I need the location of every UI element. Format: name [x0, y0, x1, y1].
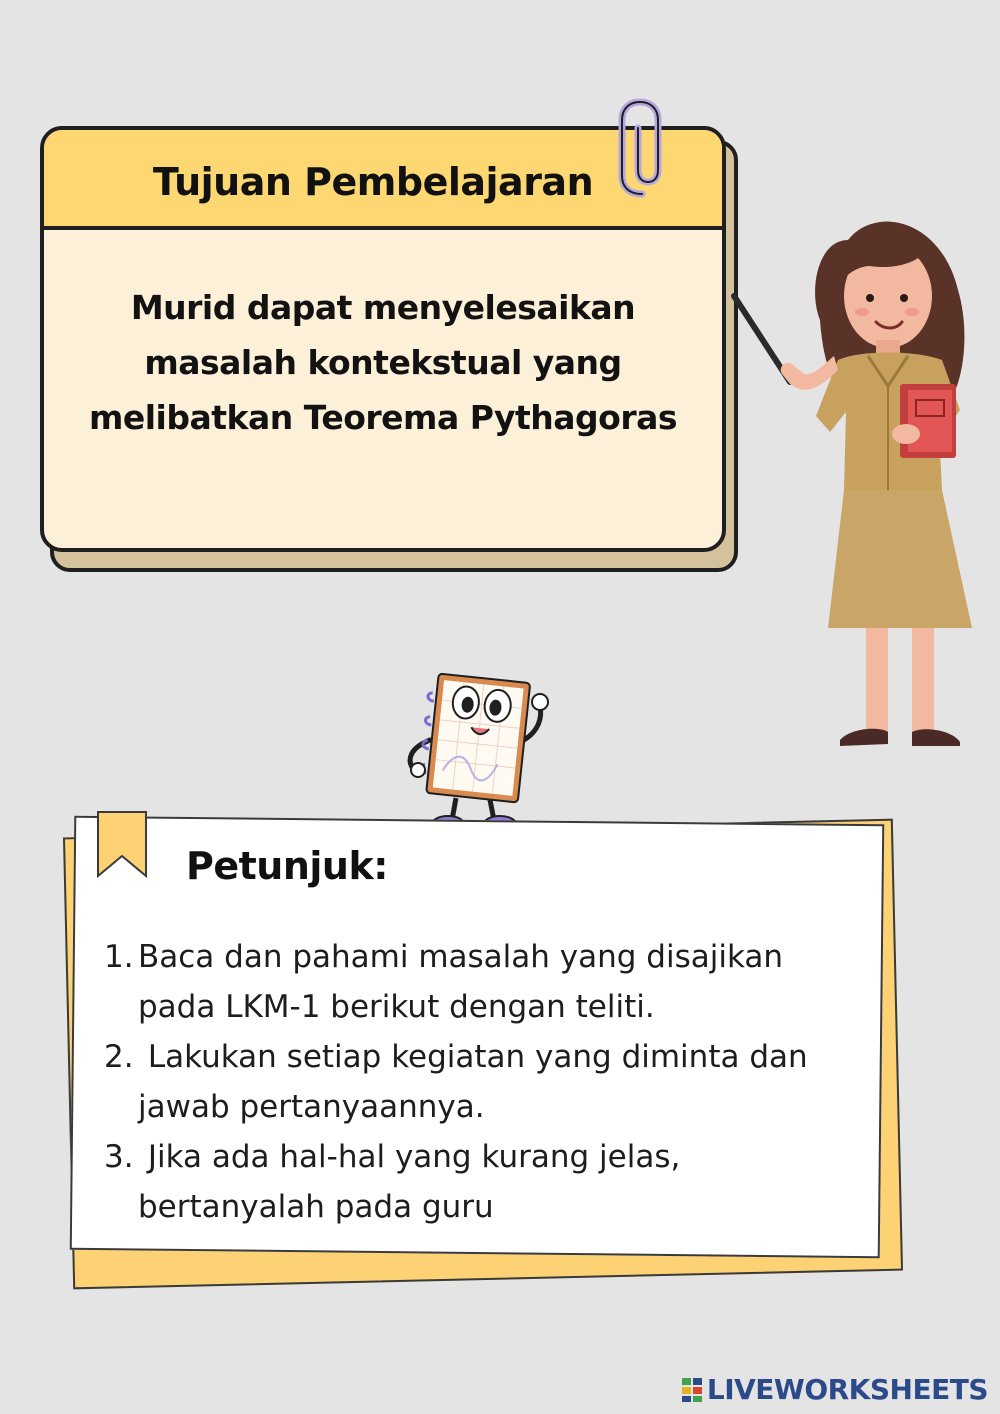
petunjuk-list — [104, 932, 864, 1232]
list-item-line: bertanyalah pada guru — [138, 1189, 494, 1225]
petunjuk-title: Petunjuk: — [186, 844, 388, 888]
list-item — [104, 1132, 864, 1232]
list-item-number: 1. — [104, 939, 134, 975]
liveworksheets-logo-icon — [681, 1377, 703, 1403]
tujuan-line: Murid dapat menyelesaikan — [130, 288, 636, 327]
teacher-illustration — [720, 200, 990, 760]
list-item-text — [138, 932, 864, 1032]
list-item — [104, 1032, 864, 1132]
list-item-line: Lakukan setiap kegiatan yang diminta dan — [138, 1039, 808, 1075]
list-item — [104, 932, 864, 1032]
list-item-text — [138, 1032, 864, 1132]
list-item-line: Jika ada hal-hal yang kurang jelas, — [138, 1139, 681, 1175]
list-item-number: 2. — [104, 1039, 134, 1075]
tujuan-line: masalah kontekstual yang — [144, 343, 622, 382]
paperclip-icon — [612, 98, 672, 198]
liveworksheets-watermark[interactable] — [681, 1373, 988, 1406]
tujuan-title: Tujuan Pembelajaran — [152, 160, 594, 204]
notebook-mascot-illustration — [400, 670, 560, 840]
list-item-text — [138, 1132, 864, 1232]
bookmark-ribbon-icon — [96, 810, 148, 880]
list-item-number: 3. — [104, 1139, 134, 1175]
list-item-line: jawab pertanyaannya. — [138, 1089, 485, 1125]
watermark-text: LIVEWORKSHEETS — [706, 1373, 988, 1406]
list-item-line: pada LKM-1 berikut dengan teliti. — [138, 989, 655, 1025]
tujuan-line: melibatkan Teorema Pythagoras — [88, 398, 678, 437]
list-item-line: Baca dan pahami masalah yang disajikan — [138, 939, 784, 975]
tujuan-body — [44, 280, 722, 445]
